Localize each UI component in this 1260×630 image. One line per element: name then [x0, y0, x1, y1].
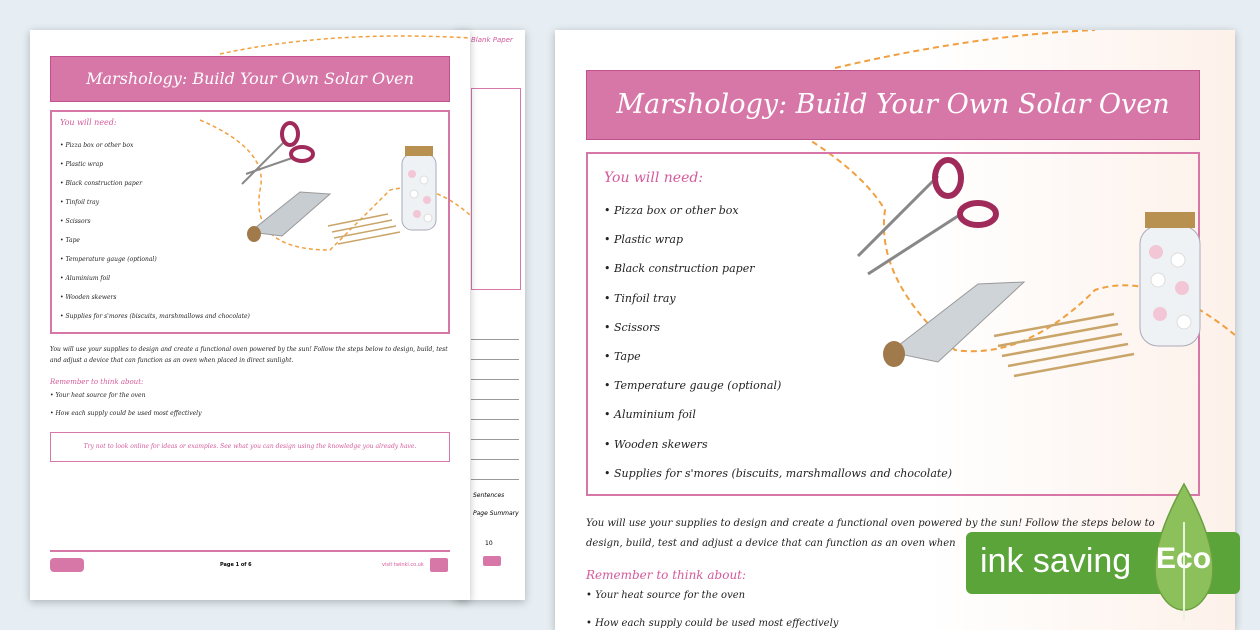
list-item: • Supplies for s'mores (biscuits, marshmallows and chocolate) — [604, 466, 953, 480]
supplies-box — [50, 110, 450, 334]
list-item: • Aluminium foil — [60, 275, 111, 282]
scissors-icon — [242, 123, 313, 184]
eco-label: Eco — [1156, 542, 1212, 575]
skewers-icon — [994, 314, 1134, 376]
small-worksheet-page — [30, 30, 470, 600]
ink-saving-label: ink saving — [980, 542, 1132, 580]
back-page-label: Page Summary — [473, 510, 519, 517]
list-item: • Black construction paper — [60, 180, 143, 187]
back-page-corner-label: Blank Paper — [471, 36, 513, 44]
skewers-icon — [328, 214, 400, 244]
page-title: Marshology: Build Your Own Solar Oven — [50, 56, 450, 102]
list-item: • Plastic wrap — [60, 161, 104, 168]
list-item: • Tape — [60, 237, 80, 244]
supplies-heading: You will need: — [604, 170, 704, 186]
list-item: • Scissors — [604, 320, 661, 334]
list-item: • Aluminium foil — [604, 408, 696, 422]
list-item: • Tape — [604, 350, 641, 364]
foil-roll-icon — [247, 192, 330, 242]
list-item: • Pizza box or other box — [60, 142, 134, 149]
list-item: • Temperature gauge (optional) — [60, 256, 157, 263]
list-item: • Pizza box or other box — [604, 204, 739, 217]
supplies-box — [586, 152, 1200, 496]
list-item: • Tinfoil tray — [60, 199, 100, 206]
list-item: • Wooden skewers — [60, 294, 117, 301]
page-title: Marshology: Build Your Own Solar Oven — [586, 70, 1200, 140]
back-page-lines — [471, 320, 519, 480]
footer-logo — [50, 558, 84, 572]
remember-item: • How each supply could be used most effectively — [586, 618, 839, 629]
supplies-illustration — [828, 156, 1208, 396]
footer-page-number: Page 1 of 6 — [220, 562, 252, 568]
tip-box: Try not to look online for ideas or examples. See what you can design using the knowledge you already have. — [50, 432, 450, 462]
footer-site: visit twinkl.co.uk — [382, 562, 424, 568]
list-item: • Wooden skewers — [604, 437, 708, 451]
remember-heading: Remember to think about: — [586, 568, 747, 582]
foil-roll-icon — [883, 282, 1024, 367]
back-page-box — [471, 88, 521, 290]
footer-badge — [430, 558, 448, 572]
list-item: • Black construction paper — [604, 262, 755, 276]
supplies-heading: You will need: — [60, 118, 117, 127]
remember-item: • Your heat source for the oven — [50, 392, 146, 399]
list-item: • Tinfoil tray — [604, 291, 676, 305]
list-item: • Plastic wrap — [604, 233, 683, 247]
remember-item: • Your heat source for the oven — [586, 590, 746, 601]
marshmallow-jar-icon — [1140, 212, 1200, 346]
back-page-label: 10 — [485, 540, 493, 547]
intro-paragraph: You will use your supplies to design and create a functional oven powered by the sun! Follow the steps below to design, build, test and adjust a device that can function as an oven when — [586, 518, 1155, 549]
marshmallow-jar-icon — [402, 146, 436, 230]
list-item: • Supplies for s'mores (biscuits, marshmallows and chocolate) — [60, 313, 250, 320]
back-page-label: Sentences — [473, 492, 505, 499]
remember-heading: Remember to think about: — [50, 378, 144, 386]
list-item: • Temperature gauge (optional) — [604, 379, 782, 393]
remember-item: • How each supply could be used most effectively — [50, 410, 202, 417]
footer-rule — [50, 550, 450, 552]
intro-paragraph: You will use your supplies to design and create a functional oven powered by the sun! Follow the steps below to design, build, test and adjust a device that can function as an oven when placed in direct sunlight. — [50, 346, 448, 364]
supplies-illustration — [202, 114, 442, 254]
list-item: • Scissors — [60, 218, 91, 225]
scissors-icon — [858, 160, 996, 274]
back-page-footer-logo — [483, 556, 501, 566]
